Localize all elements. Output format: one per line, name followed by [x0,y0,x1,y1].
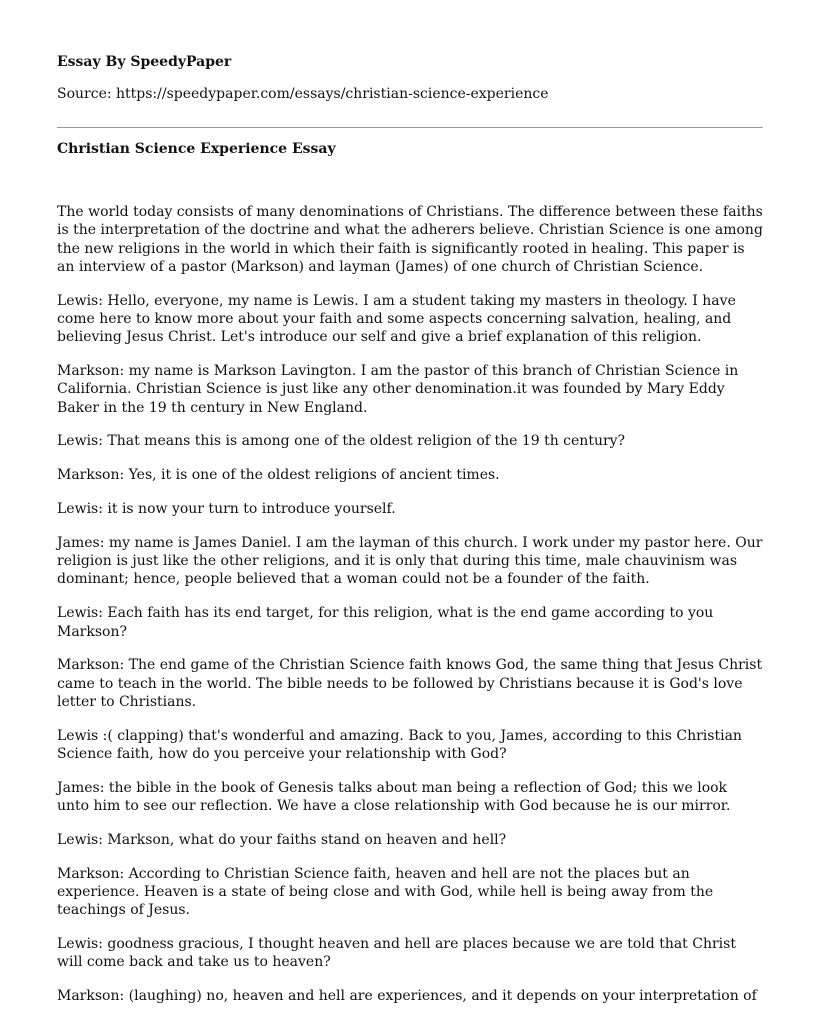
essay-body [57,203,763,1021]
paragraph: Lewis: That means this is among one of the oldest religion of the 19 th century? [57,433,626,450]
essay-title: Christian Science Experience Essay [57,141,336,157]
paragraph: Lewis: Each faith has its end target, for this religion, what is the end game according to you Markson? [57,605,714,640]
paragraph: Lewis: it is now your turn to introduce yourself. [57,501,396,518]
paragraph: Lewis :( clapping) that's wonderful and amazing. Back to you, James, according to this Christian Science faith, how do you perceive your relationship with God? [57,727,742,763]
source-line: Source: https://speedypaper.com/essays/christian-science-experience [57,86,549,102]
publisher-title: Essay By SpeedyPaper [57,54,232,70]
header-divider [57,127,763,128]
paragraph: The world today consists of many denominations of Christians. The difference between these faiths is the interpretation of the doctrine and what the adherers believe. Christian Science is one among the new religions in the world in which their faith is significantly rooted in healing. This paper is an interview of a pastor (Markson) and layman (James) of one church of Christian Science. [57,204,763,275]
paragraph: Markson: (laughing) no, heaven and hell are experiences, and it depends on your interpretation of [57,988,757,1005]
paragraph: Lewis: Markson, what do your faiths stand on heaven and hell? [57,831,507,848]
paragraph: Lewis: Hello, everyone, my name is Lewis. I am a student taking my masters in theology. I have come here to know more about your faith and some aspects concerning salvation, healing, and believing Jesus Christ. Let's introduce our self and give a brief explanation of this religion. [57,292,736,346]
paragraph: Markson: my name is Markson Lavington. I am the pastor of this branch of Christian Science in California. Christian Science is just like any other denomination.it was founded by Mary Eddy Baker in the 19 th century in New England. [57,363,739,416]
paragraph: Lewis: goodness gracious, I thought heaven and hell are places because we are told that Christ will come back and take us to heaven? [57,936,736,971]
paragraph: Markson: Yes, it is one of the oldest religions of ancient times. [57,467,500,484]
paragraph: Markson: According to Christian Science faith, heaven and hell are not the places but an experience. Heaven is a state of being close and with God, while hell is being away from the teachings of Jesus. [57,865,714,919]
paragraph: Markson: The end game of the Christian Science faith knows God, the same thing that Jesus Christ came to teach in the world. The bible needs to be followed by Christians because it is God's love letter to Christians. [57,657,763,710]
paragraph: James: my name is James Daniel. I am the layman of this church. I work under my pastor here. Our religion is just like the other religions, and it is only that during this time, male chauvinism was dominant; hence, people believed that a woman could not be a founder of the faith. [57,534,763,588]
paragraph: James: the bible in the book of Genesis talks about man being a reflection of God; this we look unto him to see our reflection. We have a close relationship with God because he is our mirror. [57,779,731,815]
